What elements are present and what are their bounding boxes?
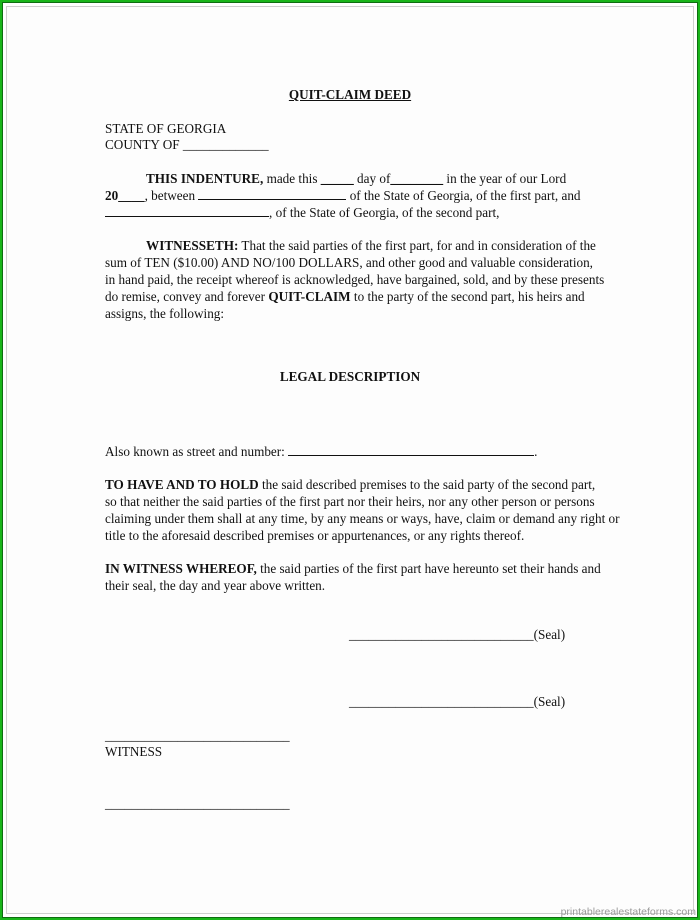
- witness-clause-text-1: the said parties of the first part have hereunto set their hands and: [256, 561, 601, 576]
- witness-clause-line-2: their seal, the day and year above written.: [105, 578, 326, 593]
- watermark-text: printablerealestateforms.com: [560, 906, 696, 918]
- quit-claim-term: QUIT-CLAIM: [268, 289, 351, 304]
- habendum-lead: TO HAVE AND TO HOLD: [105, 477, 259, 492]
- year-prefix: 20: [105, 188, 119, 203]
- indenture-text-c: in the year of our Lord: [443, 171, 567, 186]
- page-title: QUIT-CLAIM DEED: [288, 87, 412, 102]
- witnesseth-line-3: in hand paid, the receipt whereof is acknowledged, have bargained, sold, and by these presents: [105, 272, 605, 287]
- witnesseth-line-1: [146, 237, 596, 254]
- witnesseth-lead: WITNESSETH:: [146, 238, 239, 253]
- habendum-text-1: the said described premises to the said party of the second part,: [258, 477, 596, 492]
- indenture-line-2: [105, 187, 581, 204]
- indenture-text-a: made this: [263, 171, 321, 186]
- witnesseth-line-4: [105, 288, 585, 305]
- year-blank: ____: [118, 188, 145, 203]
- state-line: STATE OF GEORGIA: [105, 121, 227, 136]
- habendum-line-3: claiming under them shall at any time, by any means or ways, have, claim or demand any right or: [105, 511, 620, 526]
- witness-clause-lead: IN WITNESS WHEREOF,: [105, 561, 257, 576]
- habendum-line-1: [105, 476, 595, 493]
- street-blank: [288, 444, 534, 456]
- indenture-line-3: [105, 204, 499, 221]
- legal-description-heading: LEGAL DESCRIPTION: [279, 369, 421, 384]
- witnesseth-line-2: sum of TEN ($10.00) AND NO/100 DOLLARS, and other good and valuable consideration,: [105, 255, 593, 270]
- seal-signature-1: ____________________________(Seal): [349, 627, 566, 642]
- witness-label: WITNESS: [105, 744, 163, 759]
- witness-signature-line: ____________________________: [105, 728, 290, 743]
- street-line: [105, 443, 537, 460]
- witnesseth-text-1: That the said parties of the first part, for and in consideration of the: [238, 238, 596, 253]
- indenture-lead: THIS INDENTURE,: [146, 171, 264, 186]
- street-label: Also known as street and number:: [105, 444, 289, 459]
- seal-signature-2: ____________________________(Seal): [349, 694, 566, 709]
- witnesseth-text-4a: do remise, convey and forever: [105, 289, 269, 304]
- indenture-line-1: [146, 170, 566, 187]
- month-blank: ________: [390, 171, 444, 186]
- county-line: COUNTY OF _____________: [105, 137, 269, 152]
- second-party-blank: [105, 205, 269, 217]
- habendum-line-4: title to the aforesaid described premises or appurtenances, or any rights thereof.: [105, 528, 525, 543]
- indenture-text-b: day of: [353, 171, 391, 186]
- day-blank: _____: [320, 171, 354, 186]
- indenture-between: , between: [144, 188, 199, 203]
- indenture-second-part: , of the State of Georgia, of the second part,: [269, 205, 500, 220]
- habendum-line-2: so that neither the said parties of the first part nor their heirs, nor any other person or persons: [105, 494, 595, 509]
- witnesseth-line-5: assigns, the following:: [105, 306, 225, 321]
- witnesseth-text-4c: to the party of the second part, his heirs and: [350, 289, 585, 304]
- first-party-blank: [198, 188, 346, 200]
- indenture-first-part: of the State of Georgia, of the first part, and: [346, 188, 581, 203]
- witness-clause-line-1: [105, 560, 601, 577]
- second-witness-line: ____________________________: [105, 796, 290, 811]
- street-end: .: [534, 444, 538, 459]
